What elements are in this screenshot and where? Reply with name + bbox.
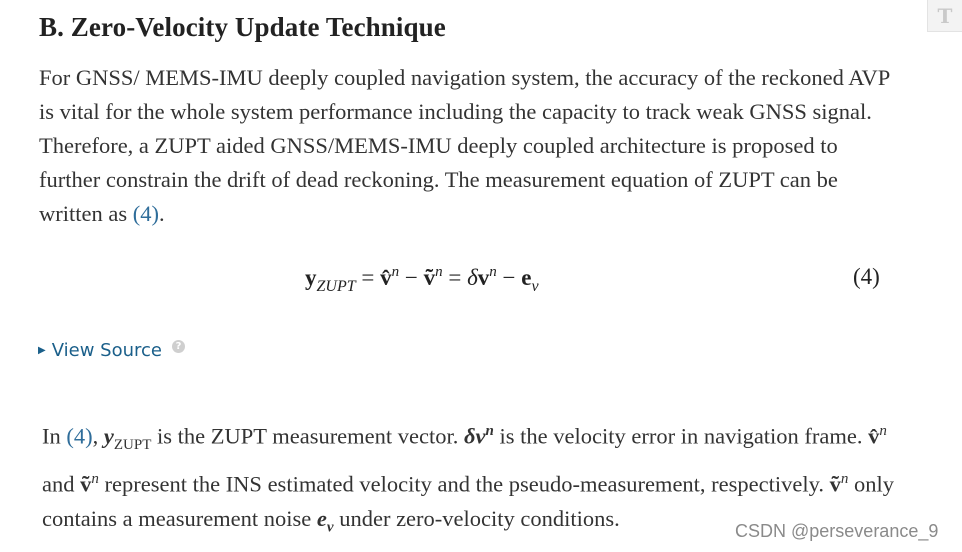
eq-equals-1: = [355, 265, 381, 290]
eq-e-sub: v [531, 278, 539, 295]
p2-t5: and [42, 471, 81, 497]
text-tool-icon: T [937, 3, 953, 28]
p2-vtilde2-sup: n [840, 471, 849, 487]
eq-delta: δ [467, 265, 478, 290]
eq-v-hat: v̂ [380, 265, 392, 290]
p2-t3: is the ZUPT measurement vector. [151, 423, 465, 449]
help-circle-icon[interactable]: ? [172, 340, 185, 353]
caret-right-icon: ▶ [38, 345, 46, 356]
p2-y-sub: ZUPT [113, 437, 152, 453]
equation-reference-link-2[interactable]: (4) [66, 423, 93, 449]
equation-number: (4) [853, 264, 880, 289]
p2-y: y [103, 423, 114, 449]
eq-y-sub: ZUPT [316, 278, 356, 295]
p2-t4: is the velocity error in navigation frame. [493, 423, 869, 449]
eq-y: y [305, 265, 317, 290]
eq-v-sup: n [489, 264, 497, 280]
p2-t1: In [42, 423, 67, 449]
watermark: CSDN @perseverance_9 [735, 521, 939, 541]
paragraph-intro-end: . [158, 201, 165, 226]
paragraph-intro [39, 61, 899, 231]
p2-vhat: v̂ [868, 423, 880, 449]
eq-v-tilde-sup: n [435, 264, 443, 280]
view-source-label: View Source [51, 340, 162, 361]
eq-v: v [477, 265, 490, 290]
p2-e: e [316, 505, 327, 531]
eq-e: e [521, 265, 532, 290]
p2-vtilde: ṽ [80, 471, 92, 497]
eq-v-tilde: ṽ [423, 265, 436, 290]
p2-t6: represent the INS estimated velocity and the pseudo-measurement, respectively. [98, 471, 830, 497]
p2-dv-v: v [475, 423, 486, 449]
p2-vtilde-sup: n [91, 471, 99, 487]
p2-vtilde2: ṽ [829, 471, 841, 497]
eq-minus-1: − [399, 265, 424, 290]
text-tool-button[interactable] [927, 0, 962, 32]
eq-v-hat-sup: n [391, 264, 400, 280]
p2-dv-sup: n [485, 423, 494, 439]
zupt-equation [305, 264, 539, 296]
view-source-toggle[interactable] [38, 340, 185, 361]
p2-vhat-sup: n [879, 423, 887, 439]
p2-e-sub: v [326, 519, 334, 535]
p2-t8: under zero-velocity conditions. [333, 505, 620, 531]
p2-t7: only contains a measurement noise [42, 471, 895, 531]
eq-equals-2: = [442, 265, 468, 290]
p2-dv-delta: δ [464, 423, 476, 449]
paragraph-intro-text: For GNSS/ MEMS-IMU deeply coupled navigation system, the accuracy of the reckoned AVP is vital for the whole system performance including the capacity to track weak GNSS signal. Therefore, a ZUPT aided GNSS/MEMS-IMU deeply coupled architecture is proposed to further constrain the drift of dead reckoning. The measurement equation of ZUPT can be written as [39, 65, 890, 226]
equation-reference-link[interactable]: (4) [132, 201, 159, 226]
eq-minus-2: − [496, 265, 522, 290]
section-heading: B. Zero-Velocity Update Technique [39, 12, 446, 42]
p2-t2: , [92, 423, 104, 449]
